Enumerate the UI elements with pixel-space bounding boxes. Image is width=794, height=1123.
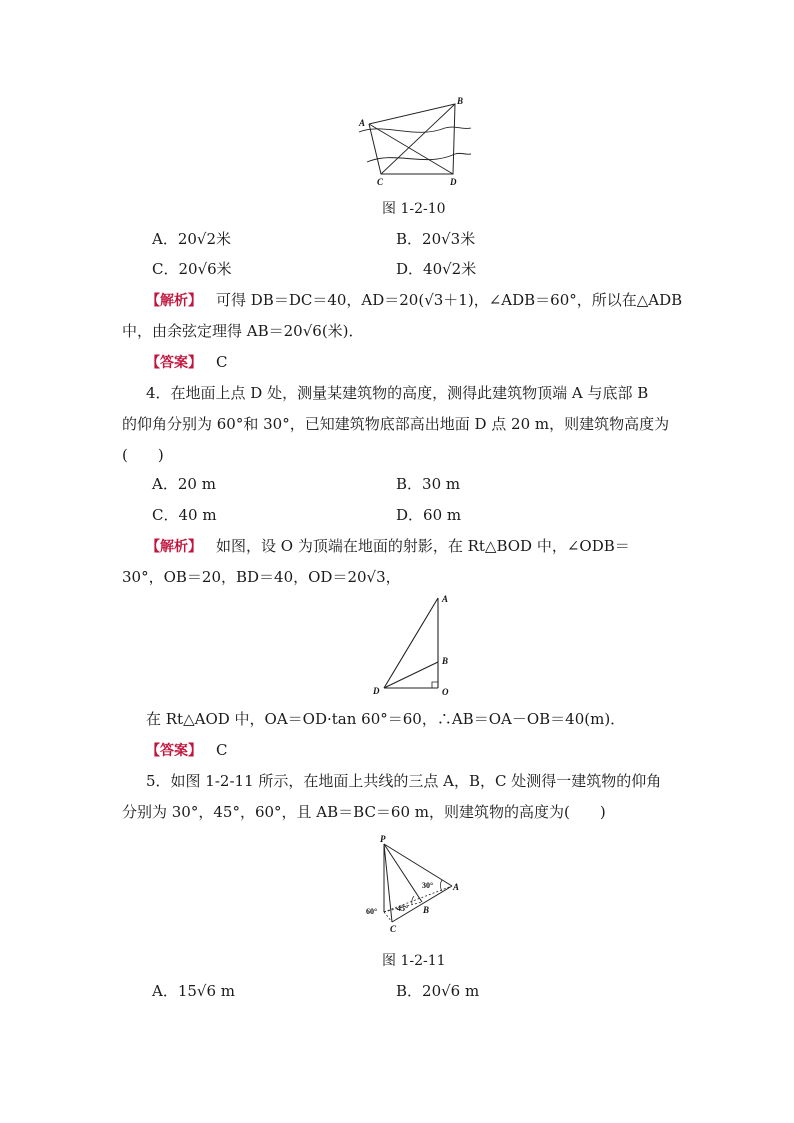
fig1-label-d: D bbox=[450, 177, 457, 187]
q4-stem-line3: ( ) bbox=[122, 446, 164, 464]
q4-analysis-line1: 如图，设 O 为顶端在地面的射影，在 Rt△BOD 中，∠ODB＝ bbox=[216, 537, 630, 555]
q3-answer-value: C bbox=[216, 353, 228, 371]
q4-analysis bbox=[146, 536, 630, 557]
figure-1-2-10 bbox=[355, 92, 475, 188]
q4-stem-line1: 4．在地面上点 D 处，测量某建筑物的高度，测得此建筑物顶端 A 与底部 B bbox=[146, 384, 649, 402]
fig3-label-a: A bbox=[453, 882, 460, 892]
q3-option-d: D．40√2米 bbox=[396, 260, 477, 278]
fig2-label-a: A bbox=[442, 594, 449, 604]
fig2-label-b: B bbox=[442, 656, 449, 666]
q4-answer-value: C bbox=[216, 741, 228, 759]
fig3-angle-45: 45° bbox=[397, 904, 409, 913]
figure-caption-1-2-11: 图 1-2-11 bbox=[382, 953, 446, 969]
analysis-tag: 【解析】 bbox=[146, 293, 202, 309]
q3-analysis bbox=[146, 290, 682, 311]
q4-option-d: D．60 m bbox=[396, 506, 462, 524]
fig3-label-b: B bbox=[423, 905, 430, 915]
q4-analysis-line3: 在 Rt△AOD 中，OA＝OD·tan 60°＝60，∴AB＝OA－OB＝40(m)． bbox=[146, 710, 626, 728]
q3-answer bbox=[146, 352, 227, 373]
fig3-label-p: P bbox=[380, 834, 386, 844]
answer-tag: 【答案】 bbox=[146, 355, 202, 371]
q3-analysis-line2: 中，由余弦定理得 AB＝20√6(米)． bbox=[122, 322, 364, 340]
fig2-label-o: O bbox=[442, 687, 449, 697]
fig3-angle-30: 30° bbox=[422, 881, 434, 890]
figure-triangle-abdo bbox=[370, 592, 460, 700]
fig1-label-b: B bbox=[457, 96, 464, 106]
q3-option-c: C．20√6米 bbox=[152, 260, 232, 278]
q4-stem-line2: 的仰角分别为 60°和 30°，已知建筑物底部高出地面 D 点 20 m，则建筑物高度为 bbox=[122, 415, 670, 433]
fig3-angle-60: 60° bbox=[366, 907, 378, 916]
figure-caption-1-2-10: 图 1-2-10 bbox=[382, 201, 446, 217]
figure-1-2-11 bbox=[362, 834, 468, 934]
fig2-label-d: D bbox=[373, 686, 380, 696]
q3-option-a: A．20√2米 bbox=[152, 230, 232, 248]
answer-tag: 【答案】 bbox=[146, 743, 202, 759]
q3-option-b: B．20√3米 bbox=[396, 230, 476, 248]
q4-option-a: A．20 m bbox=[152, 475, 216, 493]
q3-analysis-line1: 可得 DB＝DC＝40，AD＝20(√3＋1)，∠ADB＝60°，所以在△ADB bbox=[216, 291, 683, 309]
fig1-label-c: C bbox=[377, 177, 384, 187]
analysis-tag: 【解析】 bbox=[146, 539, 202, 555]
q4-option-c: C．40 m bbox=[152, 506, 217, 524]
q5-option-b: B．20√6 m bbox=[396, 982, 480, 1000]
fig3-label-c: C bbox=[390, 924, 397, 934]
q4-answer bbox=[146, 740, 227, 761]
fig1-label-a: A bbox=[359, 118, 366, 128]
q5-stem-line1: 5．如图 1-2-11 所示，在地面上共线的三点 A，B，C 处测得一建筑物的仰角 bbox=[146, 772, 662, 790]
q4-option-b: B．30 m bbox=[396, 475, 461, 493]
q5-stem-line2: 分别为 30°，45°，60°，且 AB＝BC＝60 m，则建筑物的高度为( ) bbox=[122, 803, 606, 821]
q5-option-a: A．15√6 m bbox=[152, 982, 236, 1000]
q4-analysis-line2: 30°，OB＝20，BD＝40，OD＝20√3， bbox=[122, 568, 401, 586]
